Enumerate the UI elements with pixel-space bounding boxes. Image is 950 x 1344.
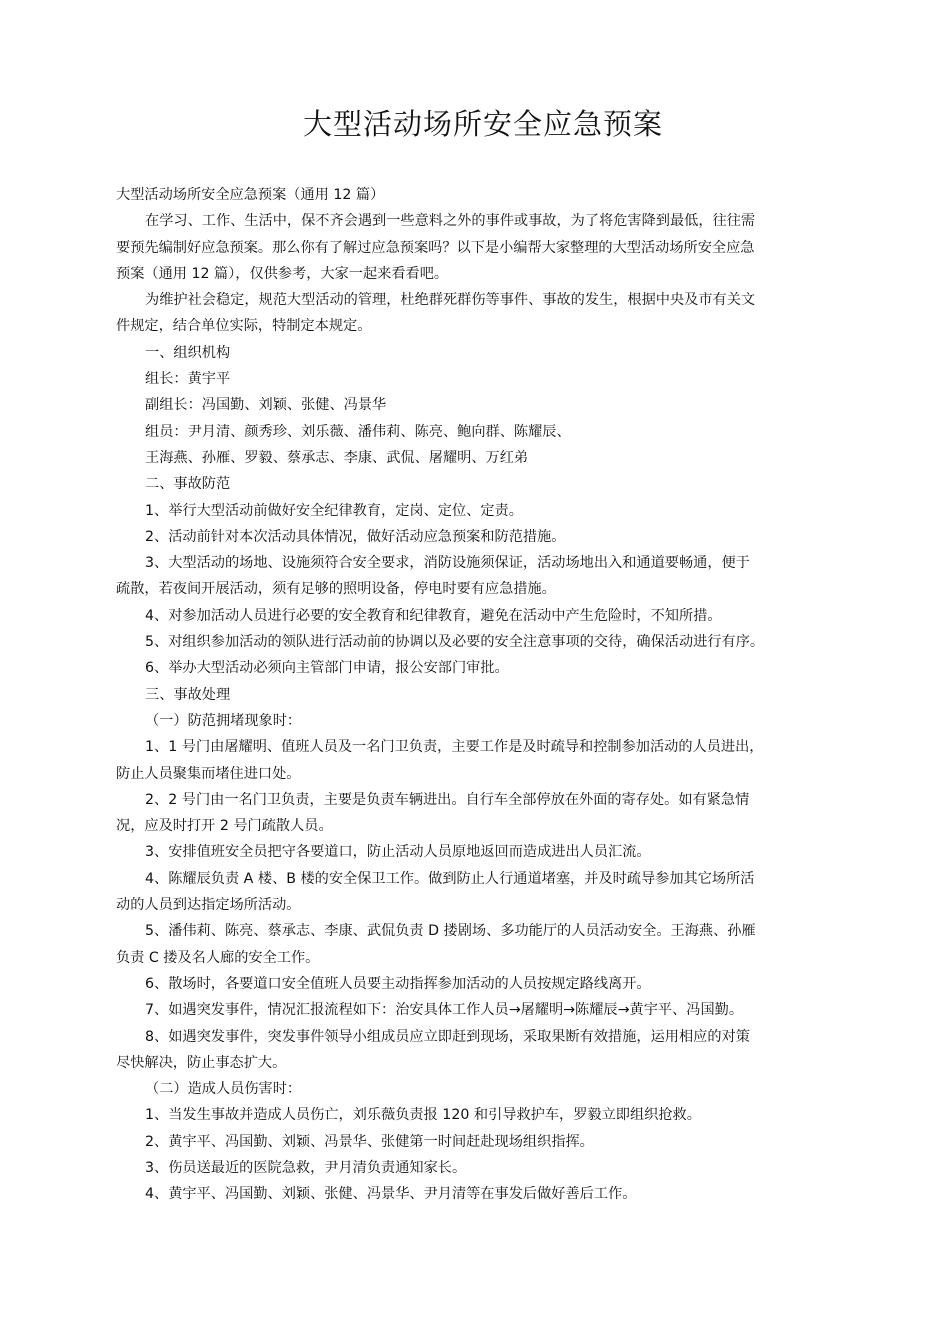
document-line: 组长：黄宇平	[145, 371, 231, 388]
document-line: 2、黄宇平、冯国勤、刘颖、冯景华、张健第一时间赶赴现场组织指挥。	[145, 1133, 594, 1150]
document-line: 8、如遇突发事件，突发事件领导小组成员应立即赶到现场，采取果断有效措施，运用相应的对策	[145, 1028, 750, 1045]
document-line: 5、潘伟莉、陈亮、蔡承志、李康、武侃负责 D 搂剧场、多功能厅的人员活动安全。王海燕、孙雁	[145, 923, 756, 940]
document-line: 4、对参加活动人员进行必要的安全教育和纪律教育，避免在活动中产生危险时，不知所措。	[145, 607, 722, 624]
document-line: 组员：尹月清、颜秀珍、刘乐薇、潘伟莉、陈亮、鲍向群、陈耀辰、	[145, 423, 571, 440]
document-line: 为维护社会稳定，规范大型活动的管理，杜绝群死群伤等事件、事故的发生，根据中央及市有关文	[145, 292, 756, 309]
document-title: 大型活动场所安全应急预案	[302, 107, 663, 141]
document-line: 在学习、工作、生活中，保不齐会遇到一些意料之外的事件或事故，为了将危害降到最低，往往需	[145, 213, 756, 230]
document-line: 负责 C 搂及名人廊的安全工作。	[116, 949, 320, 966]
document-line: （一）防范拥堵现象时：	[145, 712, 302, 729]
document-line: 6、举办大型活动必须向主管部门申请，报公安部门审批。	[145, 660, 509, 677]
document-line: 要预先编制好应急预案。那么你有了解过应急预案吗？以下是小编帮大家整理的大型活动场所安全应急	[116, 239, 755, 256]
document-line: 况，应及时打开 2 号门疏散人员。	[116, 818, 333, 835]
document-line: 2、活动前针对本次活动具体情况，做好活动应急预案和防范措施。	[145, 528, 566, 545]
document-line: 6、散场时，各要道口安全值班人员要主动指挥参加活动的人员按规定路线离开。	[145, 975, 651, 992]
document-line: 防止人员聚集而堵住进口处。	[116, 765, 301, 782]
document-line: 2、2 号门由一名门卫负责，主要是负责车辆进出。自行车全部停放在外面的寄存处。如有紧急情	[145, 791, 750, 808]
document-line: 预案（通用 12 篇），仅供参考，大家一起来看看吧。	[116, 265, 449, 282]
document-line: 件规定，结合单位实际，特制定本规定。	[116, 318, 372, 335]
document-line: 动的人员到达指定场所活动。	[116, 897, 301, 914]
document-line: 大型活动场所安全应急预案（通用 12 篇）	[116, 187, 385, 203]
document-line: 5、对组织参加活动的领队进行活动前的协调以及必要的安全注意事项的交待，确保活动进行有序。	[145, 634, 765, 651]
document-line: 一、组织机构	[145, 344, 231, 361]
document-line: 3、大型活动的场地、设施须符合安全要求，消防设施须保证，活动场地出入和通道要畅通，便于	[145, 555, 750, 572]
document-line: 王海燕、孙雁、罗毅、蔡承志、李康、武侃、屠耀明、万红弟	[145, 449, 529, 466]
document-line: 三、事故处理	[145, 686, 231, 703]
document-line: 3、安排值班安全员把守各要道口，防止活动人员原地返回而造成进出人员汇流。	[145, 844, 651, 861]
document-line: 4、黄宇平、冯国勤、刘颖、张健、冯景华、尹月清等在事发后做好善后工作。	[145, 1186, 637, 1203]
document-line: 4、陈耀辰负责 A 楼、B 楼的安全保卫工作。做到防止人行通道堵塞，并及时疏导参加其它场所活	[145, 870, 755, 887]
document-line: 3、伤员送最近的医院急救，尹月清负责通知家长。	[145, 1159, 467, 1176]
document-line: 副组长：冯国勤、刘颖、张健、冯景华	[145, 397, 387, 414]
document-line: 7、如遇突发事件，情况汇报流程如下：治安具体工作人员→屠耀明→陈耀辰→黄宇平、冯国勤。	[145, 1002, 744, 1019]
document-line: 1、1 号门由屠耀明、值班人员及一名门卫负责，主要工作是及时疏导和控制参加活动的人员进出，	[145, 739, 764, 756]
document-line: （二）造成人员伤害时：	[145, 1081, 302, 1098]
document-line: 疏散，若夜间开展活动，须有足够的照明设备，停电时要有应急措施。	[116, 581, 556, 598]
document-line: 1、举行大型活动前做好安全纪律教育，定岗、定位、定责。	[145, 502, 523, 519]
document-body	[116, 182, 850, 1208]
document-line: 1、当发生事故并造成人员伤亡，刘乐薇负责报 120 和引导救护车，罗毅立即组织抢救。	[145, 1107, 701, 1124]
document-line: 二、事故防范	[145, 476, 231, 493]
document-line: 尽快解决，防止事态扩大。	[116, 1054, 287, 1071]
